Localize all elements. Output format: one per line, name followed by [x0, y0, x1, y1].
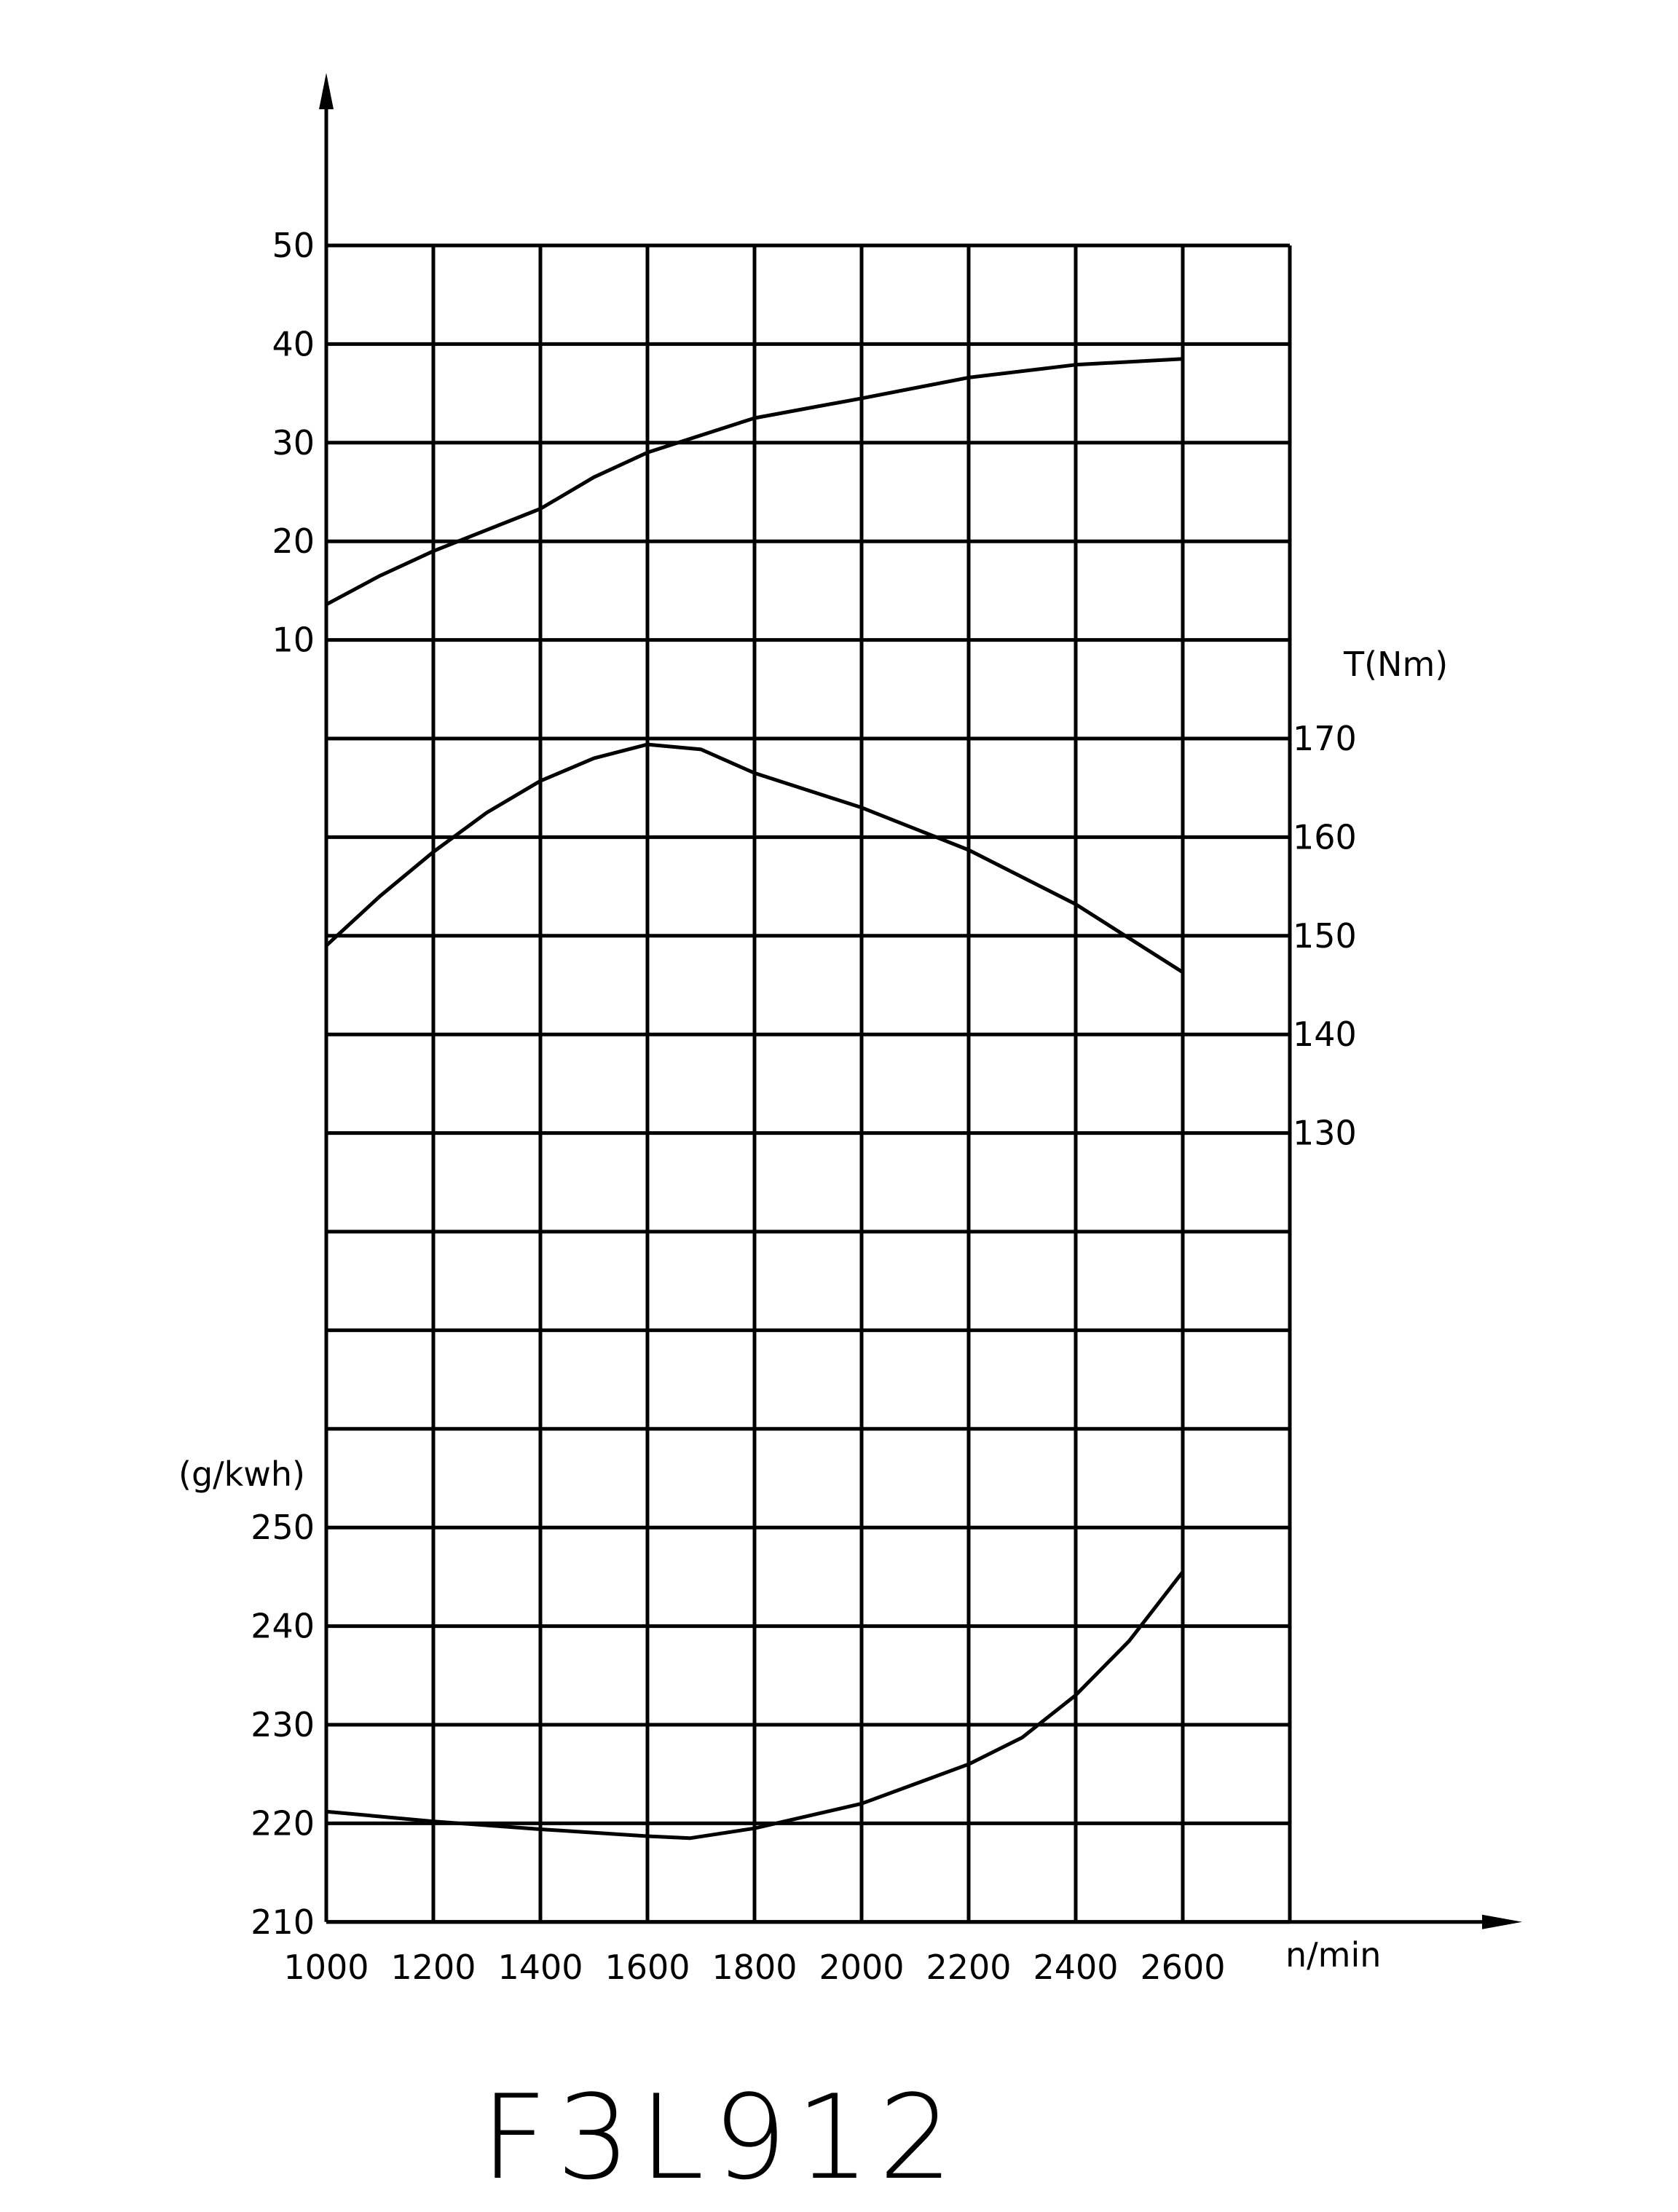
torque-tick-label: 130	[1293, 1113, 1357, 1153]
consumption-tick-label: 240	[251, 1606, 315, 1646]
x-axis-arrow-icon	[1482, 1915, 1522, 1929]
consumption-tick-label: 250	[251, 1508, 315, 1548]
x-tick-label: 1800	[712, 1947, 797, 1987]
power-tick-label: 40	[272, 324, 315, 364]
chart-grid	[326, 245, 1290, 1922]
consumption-axis-title: (g/kwh)	[178, 1455, 306, 1494]
x-tick-label: 1600	[604, 1947, 690, 1987]
torque-tick-label: 170	[1293, 719, 1357, 758]
consumption-tick-label: 210	[251, 1902, 315, 1942]
torque-tick-label: 140	[1293, 1015, 1357, 1055]
model-label: F3L912	[480, 2069, 962, 2205]
power-tick-label: 10	[272, 620, 315, 660]
torque-tick-label: 150	[1293, 916, 1357, 956]
x-axis-title: n/min	[1285, 1935, 1382, 1975]
chart-axes	[319, 73, 1522, 1929]
x-tick-label: 2400	[1033, 1947, 1119, 1987]
y-axis-arrow-icon	[319, 73, 334, 109]
torque-tick-label: 160	[1293, 817, 1357, 857]
tick-labels	[251, 226, 1357, 1987]
x-tick-label: 2600	[1140, 1947, 1226, 1987]
power-tick-label: 30	[272, 422, 315, 463]
power-tick-label: 50	[272, 226, 315, 265]
x-tick-label: 1400	[497, 1947, 583, 1987]
power-tick-label: 20	[272, 521, 315, 562]
x-tick-label: 1000	[283, 1947, 369, 1987]
torque-axis-title: T(Nm)	[1344, 645, 1449, 684]
consumption-tick-label: 230	[251, 1705, 315, 1744]
x-tick-label: 2200	[926, 1947, 1012, 1987]
x-tick-label: 2000	[819, 1947, 905, 1987]
consumption-tick-label: 220	[251, 1803, 315, 1843]
x-tick-label: 1200	[390, 1947, 476, 1987]
